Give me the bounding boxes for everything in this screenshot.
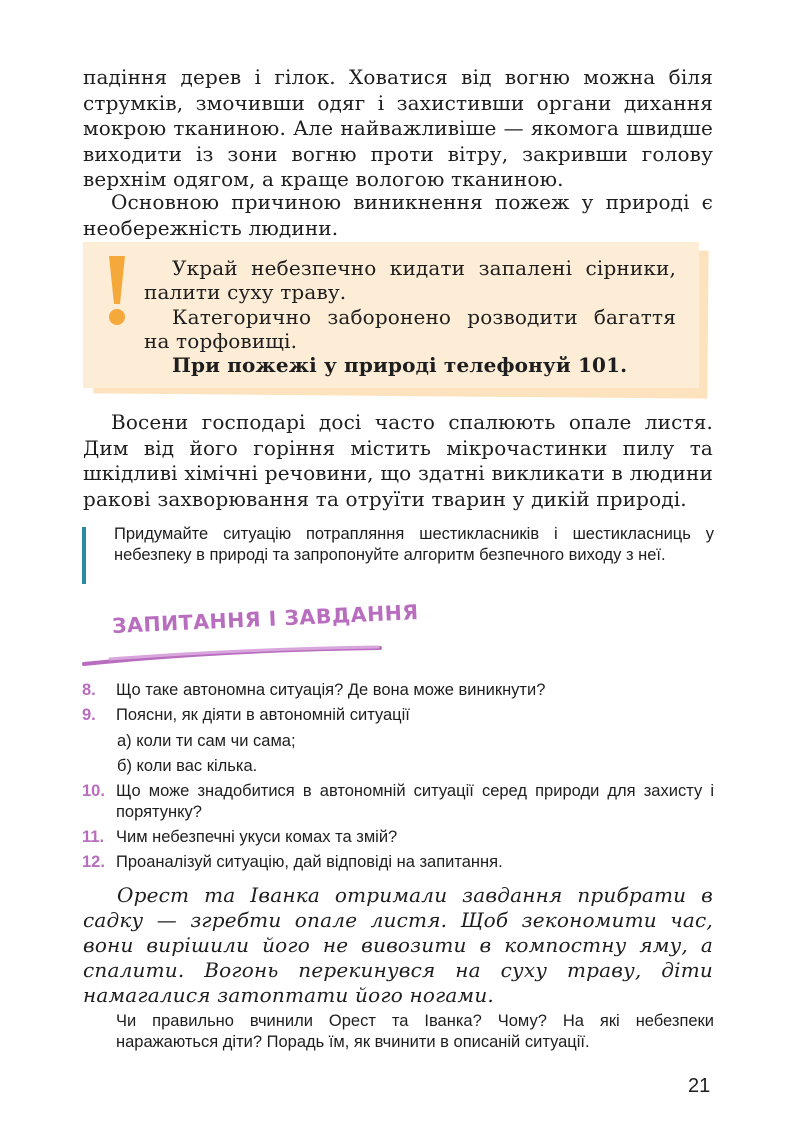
question-option: б) коли вас кілька. (117, 757, 258, 775)
question-item (82, 705, 714, 726)
question-text: Що може знадобитися в автономній ситуації серед природи для захисту і порятунку? (116, 782, 714, 821)
question-item (82, 781, 714, 822)
question-number: 8. (82, 681, 96, 699)
question-text: Поясни, як діяти в автономній ситуації (116, 706, 410, 724)
warning-line: Категорично заборонено розводити багаття на торфовищі. (144, 304, 676, 353)
story-text: Орест та Іванка отримали завдання прибрати в садку — згребти опале листя. Щоб зекономити час, вони вирішили його не вивозити в компостну яму, а спалити. Вогонь перекинувся на суху траву, діти намагалися затоптати його ногами. (83, 883, 713, 1007)
exclamation-icon (106, 254, 128, 326)
paragraph-fire-escape: падіння дерев і гілок. Ховатися від вогню можна біля струмків, змочивши одяг і захистивши органи дихання мокрою тканиною. Але найважливіше — якомога швидше виходити із зони вогню проти вітру, закривши голову верхнім одягом, а краще вологою тканиною. (83, 65, 713, 191)
page-number: 21 (688, 1075, 711, 1097)
warning-text (144, 256, 676, 377)
paragraph-fire-cause: Основною причиною виникнення пожеж у природі є необережність людини. (83, 190, 713, 240)
warning-emergency-line: При пожежі у природі телефонуй 101. (172, 353, 628, 378)
question-text: Чим небезпечні укуси комах та змій? (116, 828, 398, 846)
task-marker (82, 527, 86, 584)
question-text: Що таке автономна ситуація? Де вона може виникнути? (116, 681, 546, 699)
question-number: 12. (82, 853, 105, 871)
question-item (82, 680, 714, 701)
story-question: Чи правильно вчинили Орест та Іванка? Чому? На які небезпеки наражаються діти? Порадь їм, як вчинити в описаній ситуації. (116, 1012, 714, 1051)
paragraph-leaf-burning: Восени господарі досі часто спалюють опале листя. Дим від його горіння містить мікрочастинки пилу та шкідливі хімічні речовини, що здатні викликати в людини ракові захворювання та отруїти тварин у дикій природі. (83, 410, 713, 511)
question-item (82, 827, 714, 848)
question-number: 9. (82, 706, 96, 724)
warning-line: Украй небезпечно кидати запалені сірники, палити суху траву. (144, 256, 676, 305)
section-heading: ЗАПИТАННЯ І ЗАВДАННЯ (111, 600, 420, 638)
question-text: Проаналізуй ситуацію, дай відповіді на запитання. (116, 853, 503, 871)
question-option: а) коли ти сам чи сама; (117, 732, 296, 750)
question-item (82, 852, 714, 873)
question-number: 10. (82, 782, 105, 800)
task-text: Придумайте ситуацію потрапляння шестикласників і шестикласниць у небезпеку в природі та запропонуйте алгоритм безпечного виходу з неї. (114, 525, 714, 564)
question-number: 11. (82, 828, 105, 846)
